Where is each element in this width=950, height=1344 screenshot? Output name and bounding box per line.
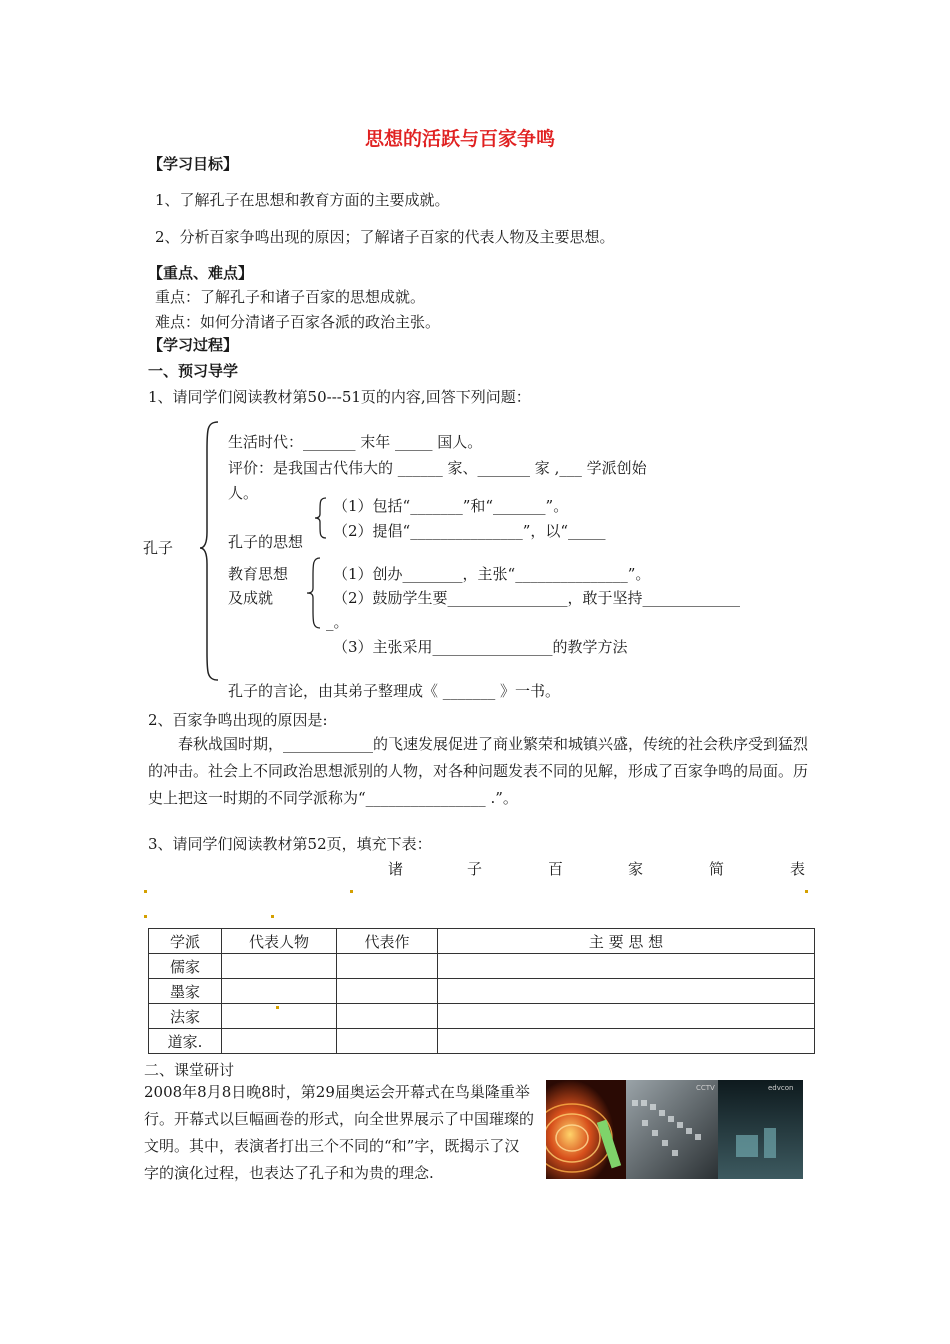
table-title-char-2: 子 [467,860,483,878]
table-blank-cell[interactable] [337,1029,438,1054]
table-blank-cell[interactable] [222,1029,337,1054]
edu-label-line2: 及成就 [228,589,274,607]
table-title-char-3: 百 [548,860,564,878]
kongzi-label: 孔子 [143,539,174,557]
process-heading: 【学习过程】 [148,336,239,354]
section1-heading: 一、预习导学 [148,362,239,380]
table-row [149,954,815,979]
page-title: 思想的活跃与百家争鸣 [365,128,556,150]
table-row [149,1029,815,1054]
stray-dot [144,915,147,918]
table-blank-cell[interactable] [438,979,815,1004]
edu-item-1: （1）创办________，主张“_______________”。 [333,565,651,583]
stray-dot [350,890,353,893]
focus-text: 重点：了解孔子和诸子百家的思想成就。 [155,288,426,306]
table-row [149,1004,815,1029]
difficulty-text: 难点：如何分清诸子百家各派的政治主张。 [155,313,441,331]
table-blank-cell[interactable] [337,979,438,1004]
section2-text: 2008年8月8日晚8时，第29届奥运会开幕式在鸟巢隆重举行。开幕式以巨幅画卷的形式，向全世界展示了中国璀璨的文明。其中，表演者打出三个不同的“和”字，既揭示了汉字的演化过程，也表达了孔子和为贵的理念. [144,1083,535,1182]
question-2: 2、百家争鸣出现的原因是: [148,711,328,729]
thought-brace [314,496,328,540]
table-row-label: 墨家 [149,979,222,1004]
table-blank-cell[interactable] [222,1004,337,1029]
photo-caption-right: edvcon [768,1084,794,1092]
table-blank-cell[interactable] [222,979,337,1004]
edu-item-3: （3）主张采用________________的教学方法 [333,638,628,656]
photo-illustration [546,1080,803,1179]
question-2-text: 春秋战国时期，____________的飞速发展促进了商业繁荣和城镇兴盛，传统的社会秩序受到猛烈的冲击。社会上不同政治思想派别的人物，对各种问题发表不同的见解，形成了百家争鸣的局面。历史上把这一时期的不同学派称为“________________ .”。 [148,735,809,807]
table-title-char-5: 简 [709,860,725,878]
edu-label-line1: 教育思想 [228,565,289,583]
question-1: 1、请同学们阅读教材第50---51页的内容,回答下列问题： [148,388,531,406]
edu-brace [306,556,322,630]
schools-table [148,928,815,1054]
goals-heading: 【学习目标】 [148,155,239,173]
section2-heading: 二、课堂研讨 [144,1061,235,1079]
table-title-char-6: 表 [790,860,806,878]
table-title-char-1: 诸 [388,860,404,878]
stray-dot [271,915,274,918]
table-blank-cell[interactable] [438,1029,815,1054]
table-blank-cell[interactable] [438,1004,815,1029]
question-3: 3、请同学们阅读教材第52页，填充下表： [148,835,432,853]
table-header-row [149,929,815,954]
goal-item-2: 2、分析百家争鸣出现的原因；了解诸子百家的代表人物及主要思想。 [155,228,615,246]
kongzi-era: 生活时代：_______ 末年 _____ 国人。 [228,433,483,451]
table-blank-cell[interactable] [337,954,438,979]
big-brace [198,420,222,682]
thought-item-2: （2）提倡“_______________”，以“_____ [333,522,606,540]
kongzi-eval-line1: 评价：是我国古代伟大的 ______ 家、_______ 家 ,___ 学派创始 [228,459,647,477]
thought-item-1: （1）包括“_______”和“_______”。 [333,497,569,515]
stray-dot [805,890,808,893]
table-header-cell: 主 要 思 想 [438,929,815,954]
table-row-label: 儒家 [149,954,222,979]
table-title-char-4: 家 [628,860,644,878]
olympics-photo [546,1080,803,1179]
table-blank-cell[interactable] [438,954,815,979]
kongzi-words: 孔子的言论，由其弟子整理成《 _______ 》一书。 [228,682,561,700]
table-header-cell: 代表作 [337,929,438,954]
thought-label: 孔子的思想 [228,533,304,551]
photo-caption-left: CCTV [696,1084,715,1092]
edu-item-2-cont: _。 [326,613,349,631]
table-blank-cell[interactable] [337,1004,438,1029]
table-row-label: 法家 [149,1004,222,1029]
table-header-cell: 学派 [149,929,222,954]
table-row-label: 道家. [149,1029,222,1054]
edu-item-2: （2）鼓励学生要________________，敢于坚持_____________ [333,589,741,607]
kongzi-eval-line2: 人。 [228,484,259,502]
key-heading: 【重点、难点】 [148,264,254,282]
table-row [149,979,815,1004]
goal-item-1: 1、了解孔子在思想和教育方面的主要成就。 [155,191,450,209]
table-blank-cell[interactable] [222,954,337,979]
stray-dot [144,890,147,893]
table-header-cell: 代表人物 [222,929,337,954]
